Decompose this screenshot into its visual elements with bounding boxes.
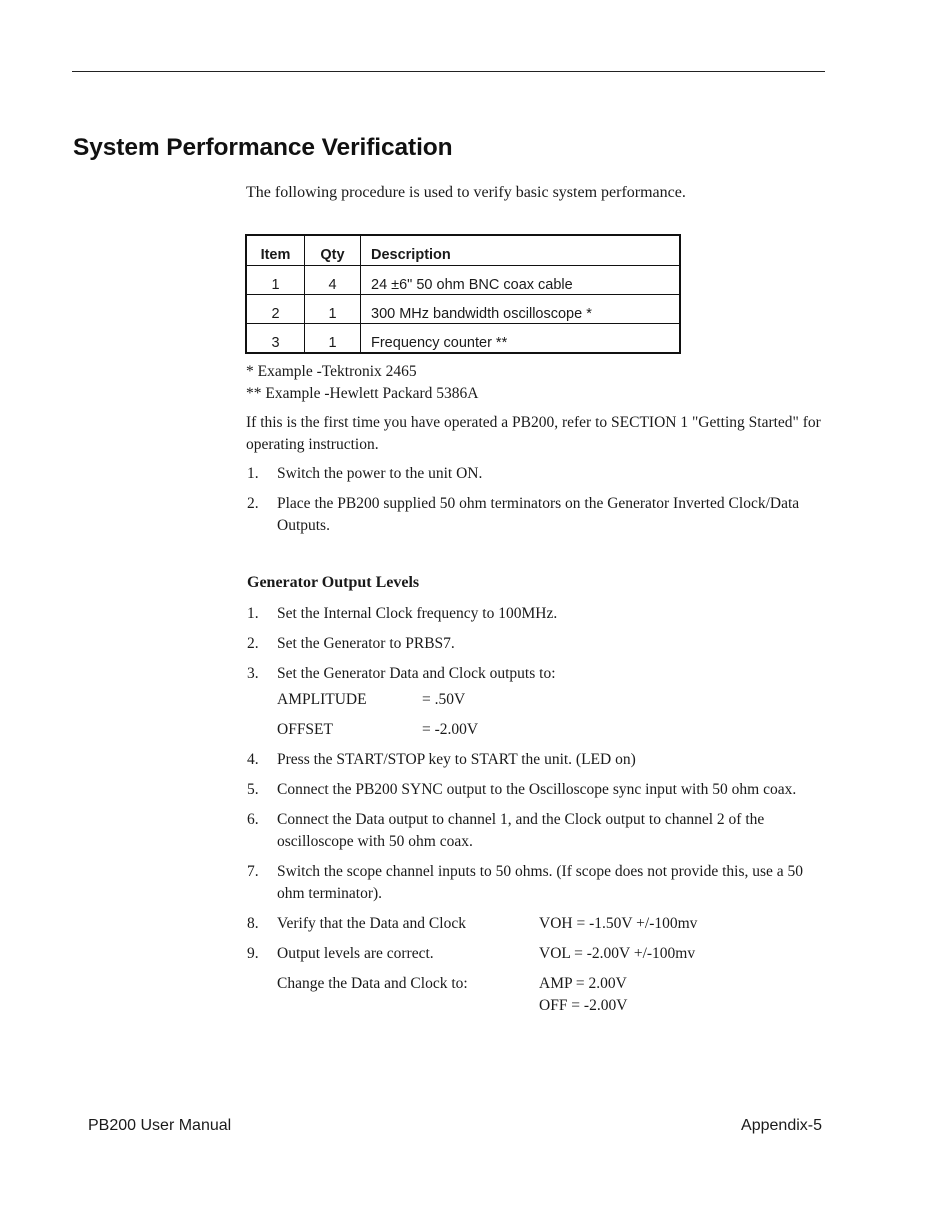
list-item xyxy=(247,633,822,655)
qty-cell: 1 xyxy=(305,324,361,354)
header-rule xyxy=(72,71,825,72)
column-header-item: Item xyxy=(246,235,305,266)
item-cell: 1 xyxy=(246,266,305,295)
step-text: Place the PB200 supplied 50 ohm terminators on the Generator Inverted Clock/Data Outputs. xyxy=(277,495,800,534)
table-row xyxy=(246,266,680,295)
table-header-row xyxy=(246,235,680,266)
column-header-description: Description xyxy=(361,235,681,266)
list-item xyxy=(247,861,822,905)
setup-steps xyxy=(247,463,822,545)
setting-key: OFFSET xyxy=(277,721,333,738)
step-number: 9. xyxy=(247,945,259,962)
step-text: Set the Generator Data and Clock outputs to: xyxy=(277,665,556,682)
amp-setting: AMP = 2.00V xyxy=(539,975,627,992)
getting-started-paragraph: If this is the first time you have operated a PB200, refer to SECTION 1 "Getting Started" for operating instruction. xyxy=(246,414,821,453)
list-item xyxy=(247,749,822,771)
step-number: 2. xyxy=(247,495,259,512)
step-text: Switch the power to the unit ON. xyxy=(277,465,483,482)
table-row xyxy=(246,295,680,324)
step-number: 8. xyxy=(247,915,259,932)
table-row xyxy=(246,324,680,354)
step-text: Connect the Data output to channel 1, and the Clock output to channel 2 of the oscilloscope with 50 ohm coax. xyxy=(277,811,765,850)
verify-row xyxy=(247,973,822,1014)
step-text: Change the Data and Clock to: xyxy=(277,975,468,992)
verify-spec: VOL = -2.00V +/-100mv xyxy=(539,945,696,962)
step-number: 4. xyxy=(247,751,259,768)
step-text: Set the Generator to PRBS7. xyxy=(277,635,455,652)
verify-row xyxy=(247,913,822,935)
step-number: 1. xyxy=(247,605,259,622)
footnotes xyxy=(246,361,478,405)
intro-text: The following procedure is used to verify basic system performance. xyxy=(246,184,686,201)
step-text: Switch the scope channel inputs to 50 ohms. (If scope does not provide this, use a 50 ohm terminator). xyxy=(277,863,804,902)
step-number: 5. xyxy=(247,781,259,798)
setting-row xyxy=(247,689,822,719)
verify-row xyxy=(247,943,822,965)
list-item xyxy=(247,463,822,485)
page-title: System Performance Verification xyxy=(73,134,453,161)
footer-page-label: Appendix-5 xyxy=(741,1117,822,1134)
list-item xyxy=(247,603,822,625)
setting-key: AMPLITUDE xyxy=(277,691,367,708)
item-cell: 2 xyxy=(246,295,305,324)
list-item xyxy=(247,663,822,685)
verify-spec: VOH = -1.50V +/-100mv xyxy=(539,915,698,932)
qty-cell: 4 xyxy=(305,266,361,295)
footnote: * Example -Tektronix 2465 xyxy=(246,363,417,380)
step-text: Set the Internal Clock frequency to 100MHz. xyxy=(277,605,558,622)
setting-row xyxy=(247,719,822,749)
description-cell: Frequency counter ** xyxy=(361,324,681,354)
description-cell: 300 MHz bandwidth oscilloscope * xyxy=(361,295,681,324)
column-header-qty: Qty xyxy=(305,235,361,266)
output-level-steps xyxy=(247,603,822,1014)
list-item xyxy=(247,779,822,801)
setting-value: = .50V xyxy=(422,691,466,708)
footer-manual-name: PB200 User Manual xyxy=(88,1117,232,1134)
setting-value: = -2.00V xyxy=(422,721,479,738)
step-text: Verify that the Data and Clock xyxy=(277,915,466,932)
footnote: ** Example -Hewlett Packard 5386A xyxy=(246,385,479,402)
step-number: 7. xyxy=(247,863,259,880)
item-cell: 3 xyxy=(246,324,305,354)
step-text: Connect the PB200 SYNC output to the Oscilloscope sync input with 50 ohm coax. xyxy=(277,781,797,798)
list-item xyxy=(247,809,822,853)
off-setting: OFF = -2.00V xyxy=(539,997,628,1014)
step-number: 6. xyxy=(247,811,259,828)
verify-spec xyxy=(539,973,627,1017)
qty-cell: 1 xyxy=(305,295,361,324)
step-number: 3. xyxy=(247,665,259,682)
step-number: 1. xyxy=(247,465,259,482)
step-text: Press the START/STOP key to START the unit. (LED on) xyxy=(277,751,636,768)
section-heading: Generator Output Levels xyxy=(247,574,420,591)
list-item xyxy=(247,493,822,537)
equipment-table xyxy=(245,234,681,354)
description-cell: 24 ±6" 50 ohm BNC coax cable xyxy=(361,266,681,295)
step-number: 2. xyxy=(247,635,259,652)
step-text: Output levels are correct. xyxy=(277,945,434,962)
